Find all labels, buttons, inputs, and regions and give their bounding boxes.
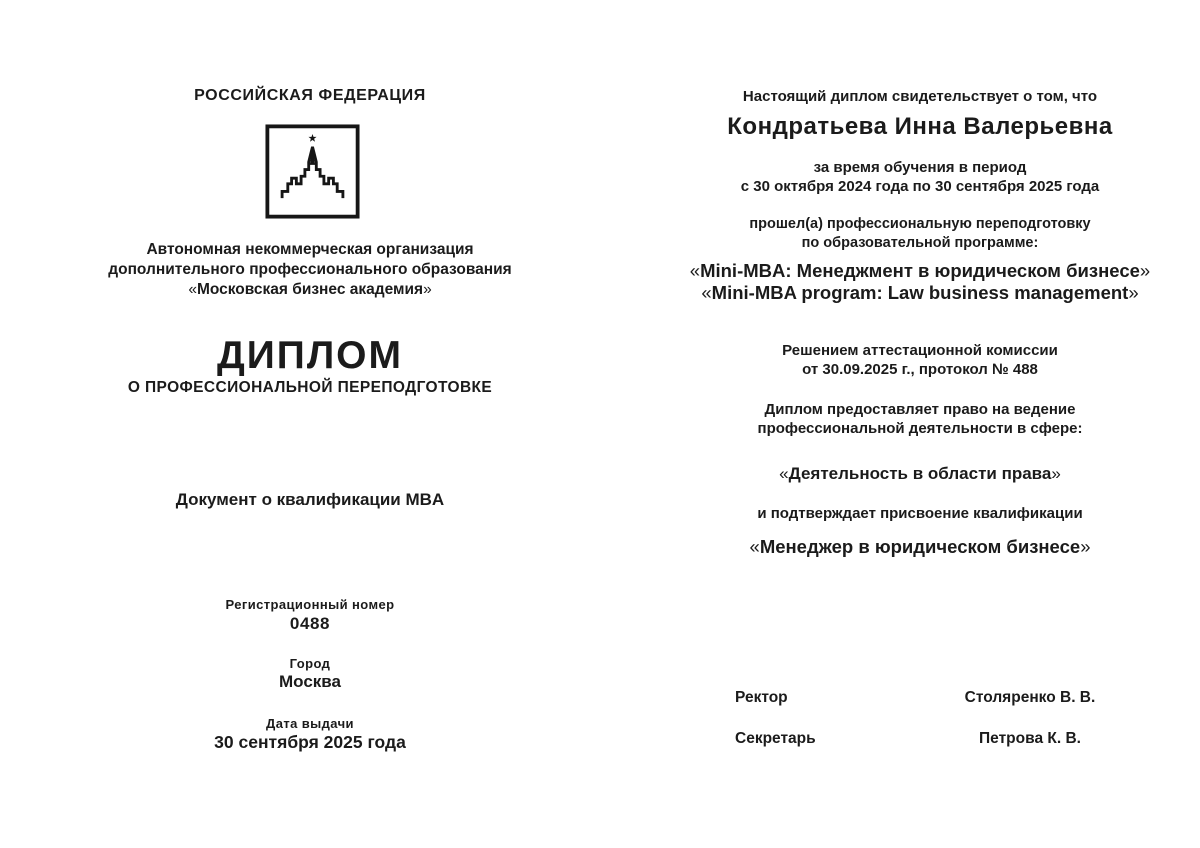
diploma-title: ДИПЛОМ [216,334,404,377]
organization-name [45,281,575,299]
completed-retraining-line-1: прошел(а) профессиональную переподготовку [749,216,1091,232]
organization-name-text: Московская бизнес академия [196,281,424,298]
signature-name-secretary: Петрова К. В. [979,730,1081,747]
certifies-intro-line: Настоящий диплом свидетельствует о том, что [742,88,1098,105]
holder-name: Кондратьева Инна Валерьевна [727,113,1113,140]
activity-sphere [645,464,1195,484]
quote-close: » [1128,282,1139,303]
issue-date-value: 30 сентября 2025 года [214,732,406,752]
signature-name-rector: Столяренко В. В. [964,689,1096,706]
quote-open: « [779,464,789,483]
quote-close: » [1139,260,1151,281]
program-name-ru-text: Mini-MBA: Менеджмент в юридическом бизнесе [700,260,1140,281]
diploma-subtitle: О ПРОФЕССИОНАЛЬНОЙ ПЕРЕПОДГОТОВКЕ [127,379,493,396]
signature-row-rector [645,689,1195,711]
quote-open: « [701,282,712,303]
program-name-en-text: Mini-MBA program: Law business management [711,282,1129,303]
signature-role-rector: Ректор [735,689,788,706]
confirms-qualification-line: и подтверждает присвоение квалификации [757,505,1083,522]
quote-open: « [188,281,197,298]
registration-number-label: Регистрационный номер [225,597,395,612]
grants-right-line-1: Диплом предоставляет право на ведение [764,401,1076,418]
organization-line-1: Автономная некоммерческая организация [146,241,474,258]
quote-close: » [1080,536,1091,557]
study-period-line-2: с 30 октября 2024 года по 30 сентября 2025 года [740,178,1100,195]
signature-row-secretary [645,730,1195,752]
activity-sphere-text: Деятельность в области права [788,464,1052,483]
qualification-name-text: Менеджер в юридическом бизнесе [759,536,1081,557]
star-icon [308,134,316,142]
quote-open: « [749,536,760,557]
program-name-en [645,282,1195,304]
quote-open: « [689,260,701,281]
city-label: Город [289,656,331,671]
quote-close: » [423,281,432,298]
city-value: Москва [279,672,341,691]
signature-role-secretary: Секретарь [735,730,816,747]
commission-decision-line-2: от 30.09.2025 г., протокол № 488 [802,361,1038,378]
commission-decision-line-1: Решением аттестационной комиссии [782,342,1058,359]
kremlin-tower-emblem-icon [265,124,360,219]
study-period-line-1: за время обучения в период [813,159,1027,176]
grants-right-line-2: профессиональной деятельности в сфере: [757,420,1083,437]
federation-heading: РОССИЙСКАЯ ФЕДЕРАЦИЯ [194,87,426,104]
qualification-document-label: Документ о квалификации MBA [175,490,445,509]
organization-line-2: дополнительного профессионального образования [108,261,512,278]
registration-number-value: 0488 [289,614,331,633]
qualification-name [645,536,1195,558]
completed-retraining-line-2: по образовательной программе: [801,235,1039,251]
issue-date-label: Дата выдачи [266,716,354,731]
quote-close: » [1051,464,1061,483]
program-name-ru [645,260,1195,282]
